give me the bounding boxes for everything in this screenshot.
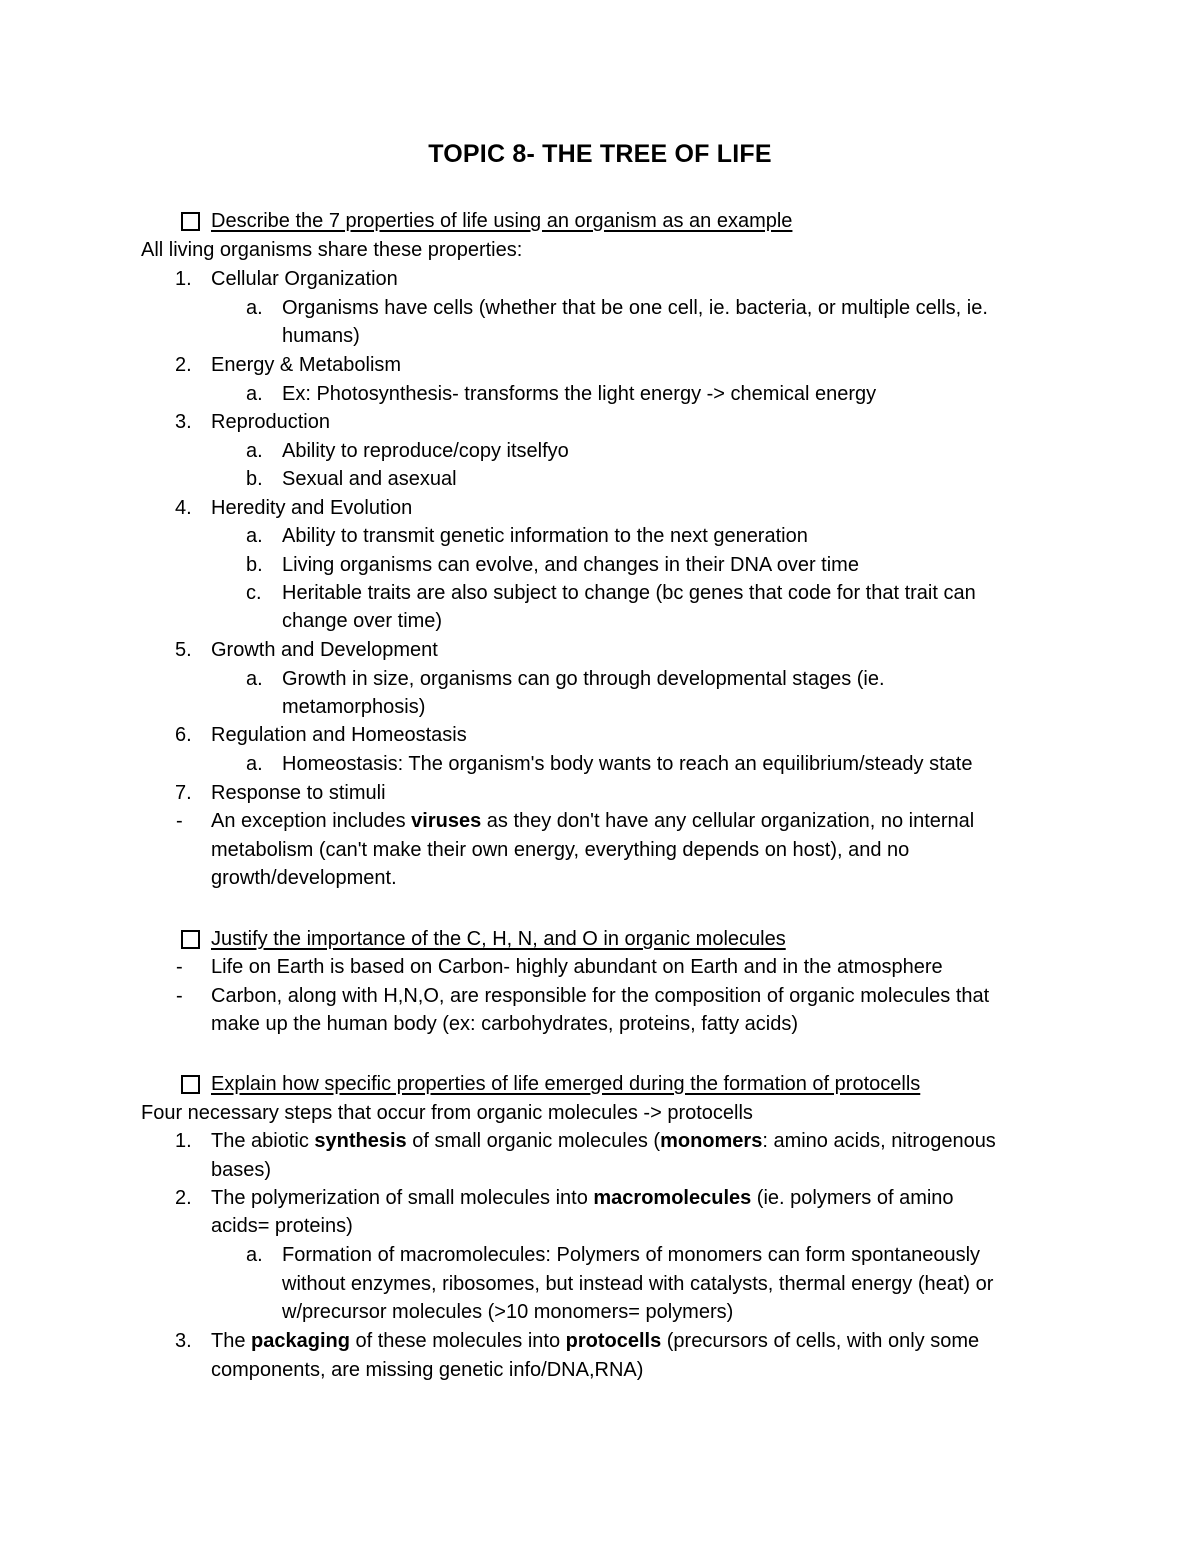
page-title: TOPIC 8- THE TREE OF LIFE: [428, 140, 772, 168]
list-item-continued: acids= proteins): [211, 1215, 353, 1237]
list-number: 6.: [175, 724, 192, 746]
exception-line: [211, 807, 974, 835]
checkbox-icon[interactable]: [181, 1075, 200, 1094]
sub-item: Ability to reproduce/copy itselfyo: [282, 440, 569, 462]
dash-marker: -: [176, 956, 183, 978]
sub-item: Homeostasis: The organism's body wants to reach an equilibrium/steady state: [282, 753, 973, 775]
list-item: Cellular Organization: [211, 268, 398, 290]
sub-item-continued: w/precursor molecules (>10 monomers= polymers): [282, 1301, 734, 1323]
list-item: Response to stimuli: [211, 782, 386, 804]
bullet-item: Life on Earth is based on Carbon- highly abundant on Earth and in the atmosphere: [211, 956, 943, 978]
list-number: 5.: [175, 639, 192, 661]
sub-marker: a.: [246, 1244, 263, 1266]
list-item: Regulation and Homeostasis: [211, 724, 467, 746]
text-run: : amino acids, nitrogenous: [762, 1130, 996, 1152]
list-item: Reproduction: [211, 411, 330, 433]
list-number: 2.: [175, 1187, 192, 1209]
checkbox-icon[interactable]: [181, 930, 200, 949]
bullet-item: Carbon, along with H,N,O, are responsible for the composition of organic molecules that: [211, 985, 990, 1007]
list-item: [211, 1127, 996, 1155]
checkbox-icon[interactable]: [181, 212, 200, 231]
text-run: The: [211, 1330, 252, 1352]
sub-marker: b.: [246, 554, 263, 576]
sub-marker: a.: [246, 668, 263, 690]
bold-term: macromolecules: [593, 1187, 752, 1209]
section1-heading: Describe the 7 properties of life using an organism as an example: [211, 210, 793, 232]
sub-item-continued: without enzymes, ribosomes, but instead with catalysts, thermal energy (heat) or: [282, 1273, 994, 1295]
sub-item: Organisms have cells (whether that be one cell, ie. bacteria, or multiple cells, ie.: [282, 297, 988, 319]
dash-marker: -: [176, 985, 183, 1007]
sub-item: Formation of macromolecules: Polymers of monomers can form spontaneously: [282, 1244, 981, 1266]
sub-marker: a.: [246, 440, 263, 462]
bold-term: protocells: [565, 1330, 662, 1352]
section3-heading: Explain how specific properties of life emerged during the formation of protocells: [211, 1073, 921, 1095]
bold-term: viruses: [411, 810, 482, 832]
sub-item: Ex: Photosynthesis- transforms the light energy -> chemical energy: [282, 383, 877, 405]
section1-intro: All living organisms share these properties:: [141, 239, 523, 261]
sub-marker: a.: [246, 525, 263, 547]
dash-marker: -: [176, 810, 183, 832]
text-run: The abiotic: [211, 1130, 315, 1152]
exception-continued: growth/development.: [211, 867, 397, 889]
list-item: Heredity and Evolution: [211, 497, 413, 519]
list-item: Energy & Metabolism: [211, 354, 402, 376]
list-number: 3.: [175, 411, 192, 433]
list-number: 3.: [175, 1330, 192, 1352]
list-item: [211, 1327, 979, 1355]
sub-item: Living organisms can evolve, and changes in their DNA over time: [282, 554, 859, 576]
text-run: An exception includes: [211, 810, 412, 832]
sub-item-continued: humans): [282, 325, 360, 347]
bullet-item-continued: make up the human body (ex: carbohydrates, proteins, fatty acids): [211, 1013, 798, 1035]
text-run: of small organic molecules (: [406, 1130, 661, 1152]
list-item-continued: components, are missing genetic info/DNA,RNA): [211, 1359, 644, 1381]
list-number: 1.: [175, 1130, 192, 1152]
text-run: of these molecules into: [349, 1330, 566, 1352]
text-run: as they don't have any cellular organization, no internal: [481, 810, 975, 832]
sub-marker: a.: [246, 753, 263, 775]
bold-term: packaging: [251, 1330, 350, 1352]
list-item: Growth and Development: [211, 639, 438, 661]
sub-item: Sexual and asexual: [282, 468, 457, 490]
list-item-continued: bases): [211, 1159, 272, 1181]
bold-term: synthesis: [314, 1130, 407, 1152]
sub-marker: c.: [246, 582, 262, 604]
sub-marker: a.: [246, 383, 263, 405]
text-run: (ie. polymers of amino: [751, 1187, 954, 1209]
section2-heading: Justify the importance of the C, H, N, and O in organic molecules: [211, 928, 786, 950]
sub-item-continued: metamorphosis): [282, 696, 426, 718]
bold-term: monomers: [660, 1130, 763, 1152]
sub-marker: a.: [246, 297, 263, 319]
exception-continued: metabolism (can't make their own energy, everything depends on host), and no: [211, 839, 910, 861]
sub-item: Growth in size, organisms can go through developmental stages (ie.: [282, 668, 885, 690]
sub-item: Ability to transmit genetic information to the next generation: [282, 525, 808, 547]
list-number: 2.: [175, 354, 192, 376]
sub-item: Heritable traits are also subject to change (bc genes that code for that trait can: [282, 582, 976, 604]
list-number: 1.: [175, 268, 192, 290]
sub-marker: b.: [246, 468, 263, 490]
sub-item-continued: change over time): [282, 610, 443, 632]
list-item: [211, 1184, 954, 1212]
list-number: 7.: [175, 782, 192, 804]
text-run: (precursors of cells, with only some: [661, 1330, 980, 1352]
list-number: 4.: [175, 497, 192, 519]
section3-intro: Four necessary steps that occur from organic molecules -> protocells: [141, 1102, 753, 1124]
text-run: The polymerization of small molecules into: [211, 1187, 594, 1209]
